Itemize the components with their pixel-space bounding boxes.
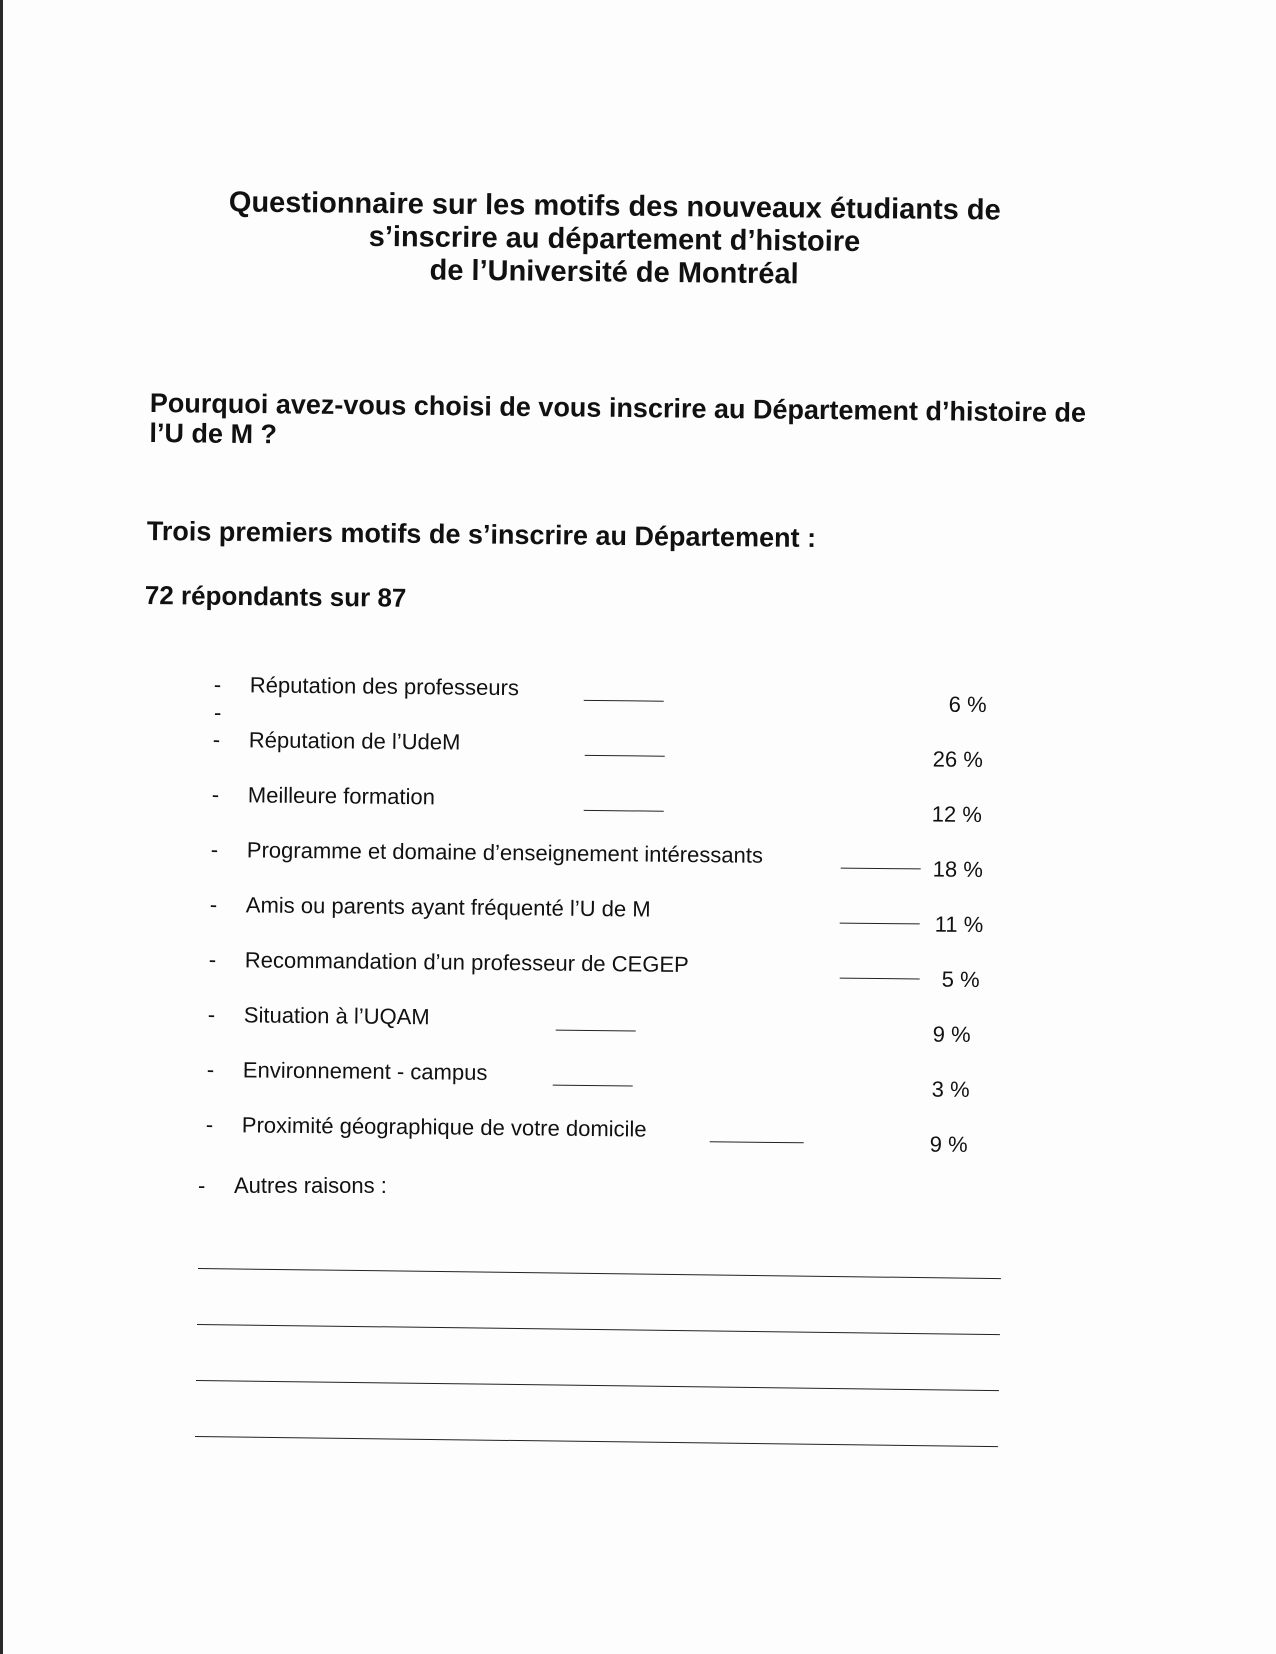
title-line-3: de l’Université de Montréal [429,254,799,291]
motif-percent: 9 % [932,1021,971,1047]
bullet-dash: - [209,892,218,918]
answer-blank [584,700,664,702]
page-edge-shadow [0,0,3,1654]
bullet-dash: - [208,947,217,973]
survey-question: Pourquoi avez-vous choisi de vous inscrire au Département d’histoire de l’U de M ? [149,388,1087,450]
section-heading: Trois premiers motifs de s’inscrire au Département : [146,516,817,554]
motif-percent: 9 % [929,1131,968,1157]
answer-blank [840,923,920,925]
list-item [205,1112,986,1157]
motif-percent: 3 % [931,1076,970,1102]
write-in-line[interactable] [197,1324,1000,1335]
bullet-dash: - [210,837,219,863]
answer-blank [840,978,920,980]
motif-label: Recommandation d’un professeur de CEGEP [244,947,689,978]
answer-blank [585,755,665,757]
answer-blank [584,810,664,812]
document-title [189,186,1040,294]
list-item [209,892,1000,938]
motif-percent: 12 % [931,801,982,828]
answer-blank [556,1030,636,1032]
list-item [213,672,994,718]
motif-label: Réputation des professeurs [249,672,520,701]
title-line-2: s’inscrire au département d’histoire [368,220,861,259]
bullet-dash: - [207,1002,216,1028]
write-in-line[interactable] [196,1380,999,1391]
motif-percent: 11 % [934,911,984,938]
list-item [208,947,999,993]
motif-label: Réputation de l’UdeM [248,727,461,755]
motif-label: Environnement - campus [242,1057,488,1085]
bullet-dash: - [212,727,221,753]
motif-label: Situation à l’UQAM [243,1002,430,1030]
respondent-count: 72 répondants sur 87 [144,580,407,613]
list-item [206,1057,987,1102]
motif-label: Programme et domaine d’enseignement intéressants [246,837,764,868]
motif-percent: 5 % [941,966,980,993]
other-reasons-label: Autres raisons : [234,1173,387,1198]
bullet-dash: - [198,1173,206,1198]
motif-label: Amis ou parents ayant fréquenté l’U de M [245,892,651,922]
write-in-line[interactable] [195,1436,998,1447]
bullet-dash: - [211,782,220,808]
answer-blank [841,868,921,870]
stray-dash: - [214,700,222,725]
list-item [211,782,992,828]
list-item [210,837,1001,883]
motif-label: Proximité géographique de votre domicile [241,1112,647,1142]
bullet-dash: - [205,1112,214,1138]
title-line-1: Questionnaire sur les motifs des nouveaux étudiants de [228,186,1001,227]
bullet-dash: - [206,1057,215,1083]
write-in-line[interactable] [198,1268,1001,1279]
bullet-dash: - [213,672,222,698]
list-item [212,727,993,773]
motif-label: Meilleure formation [247,782,436,810]
motif-percent: 18 % [932,856,983,883]
list-item [207,1002,988,1047]
answer-blank [710,1141,804,1143]
other-reasons [198,1173,387,1199]
answer-blank [553,1085,633,1087]
motif-percent: 6 % [948,691,987,718]
motif-percent: 26 % [932,746,983,773]
